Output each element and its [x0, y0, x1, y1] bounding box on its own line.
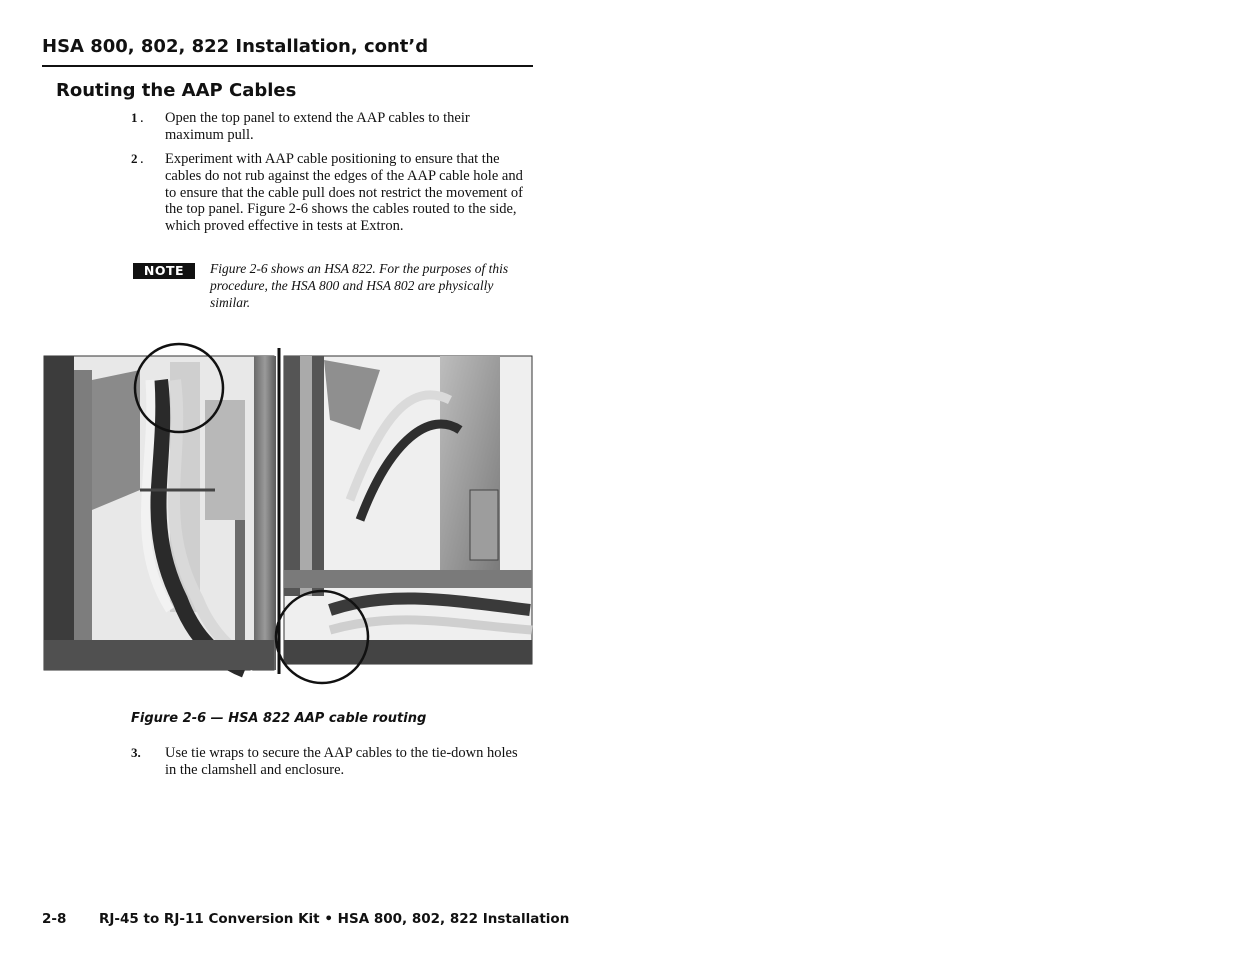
cable-routing-photo — [30, 340, 540, 690]
right-photo-panel — [276, 356, 532, 683]
step-number: 2 — [131, 151, 138, 166]
note-text: Figure 2-6 shows an HSA 822. For the purposes of this procedure, the HSA 800 and HSA 802 are physically similar. — [210, 261, 509, 310]
section-title: Routing the AAP Cables — [56, 80, 297, 101]
step-number: 3. — [131, 745, 141, 760]
header-divider — [42, 65, 533, 67]
page-number: 2-8 — [42, 911, 67, 927]
page-footer — [42, 911, 569, 927]
left-photo-panel — [44, 344, 276, 670]
note-badge: NOTE — [133, 263, 195, 279]
figure-caption: Figure 2-6 — HSA 822 AAP cable routing — [131, 711, 427, 726]
step-text: Use tie wraps to secure the AAP cables to the tie-down holes in the clamshell and enclosure. — [165, 745, 518, 778]
page-header-title: HSA 800, 802, 822 Installation, cont’d — [42, 36, 429, 57]
step-text: Open the top panel to extend the AAP cables to their maximum pull. — [165, 110, 470, 143]
step-number: 1 — [131, 110, 138, 125]
step-text: Experiment with AAP cable positioning to ensure that the cables do not rub against the edges of the AAP cable hole and to ensure that the cable pull does not restrict the movement of the top panel. Figure 2-6 shows the cables routed to the side, which proved effective in tests at Extron. — [165, 151, 523, 235]
footer-title: RJ-45 to RJ-11 Conversion Kit • HSA 800, 802, 822 Installation — [99, 911, 570, 927]
